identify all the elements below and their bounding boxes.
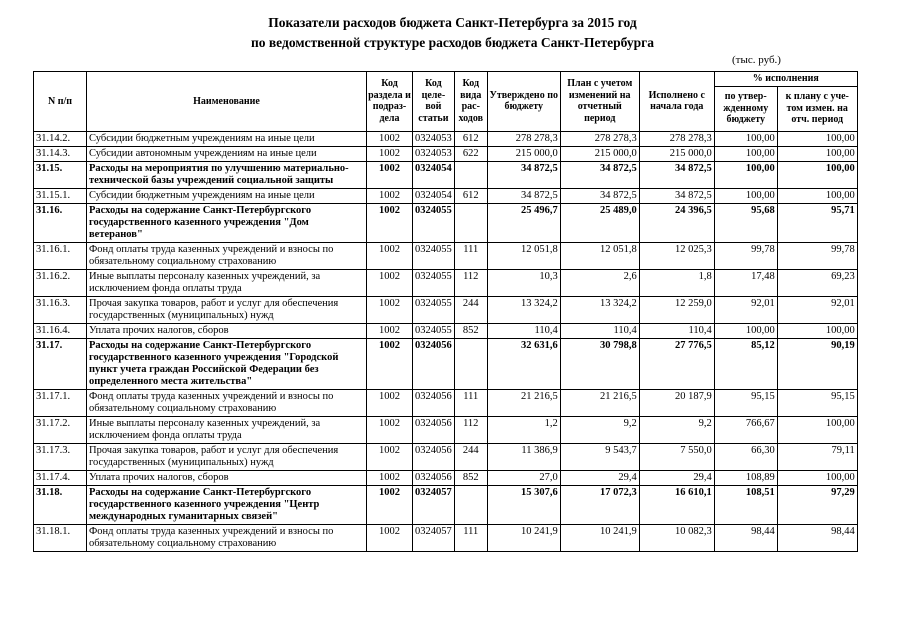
table-row xyxy=(34,269,858,296)
kind-code xyxy=(454,338,487,389)
approved-amount: 25 496,7 xyxy=(487,203,560,242)
kind-code xyxy=(454,203,487,242)
plan-amount: 17 072,3 xyxy=(560,485,639,524)
kind-code: 852 xyxy=(454,470,487,485)
executed-amount: 110,4 xyxy=(639,323,714,338)
row-name: Иные выплаты персоналу казенных учреждений, за исключением фонда оплаты труда xyxy=(87,269,367,296)
header-num: N п/п xyxy=(34,72,87,132)
header-section-code: Код раздела и подраз-дела xyxy=(367,72,413,132)
approved-amount: 110,4 xyxy=(487,323,560,338)
target-code: 0324055 xyxy=(413,203,455,242)
approved-amount: 32 631,6 xyxy=(487,338,560,389)
pct-plan: 100,00 xyxy=(777,416,857,443)
pct-approved: 100,00 xyxy=(714,146,777,161)
section-code: 1002 xyxy=(367,485,413,524)
executed-amount: 12 025,3 xyxy=(639,242,714,269)
table-row xyxy=(34,416,858,443)
document-subtitle: по ведомственной структуре расходов бюджета Санкт-Петербурга xyxy=(250,35,655,50)
row-number: 31.18. xyxy=(34,485,87,524)
plan-amount: 21 216,5 xyxy=(560,389,639,416)
kind-code: 111 xyxy=(454,389,487,416)
pct-plan: 100,00 xyxy=(777,188,857,203)
section-code: 1002 xyxy=(367,269,413,296)
pct-plan: 95,15 xyxy=(777,389,857,416)
row-name: Прочая закупка товаров, работ и услуг для обеспечения государственных (муниципальных) нужд xyxy=(87,296,367,323)
approved-amount: 13 324,2 xyxy=(487,296,560,323)
target-code: 0324056 xyxy=(413,338,455,389)
kind-code: 244 xyxy=(454,443,487,470)
target-code: 0324057 xyxy=(413,485,455,524)
row-number: 31.14.3. xyxy=(34,146,87,161)
row-number: 31.17.2. xyxy=(34,416,87,443)
row-name: Прочая закупка товаров, работ и услуг для обеспечения государственных (муниципальных) нужд xyxy=(87,443,367,470)
pct-plan: 100,00 xyxy=(777,323,857,338)
target-code: 0324056 xyxy=(413,443,455,470)
pct-plan: 90,19 xyxy=(777,338,857,389)
approved-amount: 12 051,8 xyxy=(487,242,560,269)
pct-approved: 108,51 xyxy=(714,485,777,524)
approved-amount: 21 216,5 xyxy=(487,389,560,416)
kind-code: 112 xyxy=(454,269,487,296)
kind-code: 244 xyxy=(454,296,487,323)
kind-code xyxy=(454,161,487,188)
header-name: Наименование xyxy=(87,72,367,132)
header-pct-plan: к плану с уче-том измен. на отч. период xyxy=(777,86,857,131)
section-code: 1002 xyxy=(367,161,413,188)
row-name: Субсидии автономным учреждениям на иные цели xyxy=(87,146,367,161)
pct-approved: 17,48 xyxy=(714,269,777,296)
pct-plan: 100,00 xyxy=(777,470,857,485)
executed-amount: 16 610,1 xyxy=(639,485,714,524)
approved-amount: 27,0 xyxy=(487,470,560,485)
pct-approved: 100,00 xyxy=(714,323,777,338)
table-row xyxy=(34,203,858,242)
row-number: 31.17.4. xyxy=(34,470,87,485)
table-row xyxy=(34,131,858,146)
executed-amount: 20 187,9 xyxy=(639,389,714,416)
pct-plan: 100,00 xyxy=(777,146,857,161)
pct-approved: 100,00 xyxy=(714,131,777,146)
pct-approved: 99,78 xyxy=(714,242,777,269)
row-number: 31.15. xyxy=(34,161,87,188)
row-name: Субсидии бюджетным учреждениям на иные цели xyxy=(87,188,367,203)
target-code: 0324057 xyxy=(413,524,455,551)
kind-code: 612 xyxy=(454,131,487,146)
plan-amount: 34 872,5 xyxy=(560,161,639,188)
kind-code: 112 xyxy=(454,416,487,443)
section-code: 1002 xyxy=(367,203,413,242)
plan-amount: 2,6 xyxy=(560,269,639,296)
target-code: 0324054 xyxy=(413,161,455,188)
pct-approved: 92,01 xyxy=(714,296,777,323)
row-name: Расходы на содержание Санкт-Петербургского государственного казенного учреждения "Центр международных гуманитарных связей" xyxy=(87,485,367,524)
units-label: (тыс. руб.) xyxy=(732,54,781,66)
plan-amount: 30 798,8 xyxy=(560,338,639,389)
table-row xyxy=(34,443,858,470)
pct-plan: 100,00 xyxy=(777,131,857,146)
approved-amount: 278 278,3 xyxy=(487,131,560,146)
row-number: 31.14.2. xyxy=(34,131,87,146)
row-number: 31.18.1. xyxy=(34,524,87,551)
row-number: 31.16. xyxy=(34,203,87,242)
row-name: Фонд оплаты труда казенных учреждений и взносы по обязательному социальному страхованию xyxy=(87,524,367,551)
section-code: 1002 xyxy=(367,470,413,485)
pct-approved: 100,00 xyxy=(714,161,777,188)
approved-amount: 10 241,9 xyxy=(487,524,560,551)
header-kind-code: Код вида рас-ходов xyxy=(454,72,487,132)
row-name: Расходы на содержание Санкт-Петербургского государственного казенного учреждения "Городской пункт учета граждан Российской Федерации без определенного места жительства" xyxy=(87,338,367,389)
table-row xyxy=(34,188,858,203)
target-code: 0324056 xyxy=(413,416,455,443)
pct-plan: 92,01 xyxy=(777,296,857,323)
plan-amount: 110,4 xyxy=(560,323,639,338)
plan-amount: 34 872,5 xyxy=(560,188,639,203)
row-name: Расходы на мероприятия по улучшению материально-технической базы учреждений социальной защиты xyxy=(87,161,367,188)
plan-amount: 13 324,2 xyxy=(560,296,639,323)
row-number: 31.17. xyxy=(34,338,87,389)
pct-approved: 66,30 xyxy=(714,443,777,470)
target-code: 0324055 xyxy=(413,269,455,296)
pct-plan: 98,44 xyxy=(777,524,857,551)
section-code: 1002 xyxy=(367,242,413,269)
pct-plan: 95,71 xyxy=(777,203,857,242)
target-code: 0324055 xyxy=(413,323,455,338)
row-number: 31.15.1. xyxy=(34,188,87,203)
executed-amount: 1,8 xyxy=(639,269,714,296)
target-code: 0324053 xyxy=(413,131,455,146)
row-name: Иные выплаты персоналу казенных учреждений, за исключением фонда оплаты труда xyxy=(87,416,367,443)
plan-amount: 12 051,8 xyxy=(560,242,639,269)
pct-approved: 98,44 xyxy=(714,524,777,551)
table-row xyxy=(34,470,858,485)
executed-amount: 9,2 xyxy=(639,416,714,443)
section-code: 1002 xyxy=(367,338,413,389)
executed-amount: 7 550,0 xyxy=(639,443,714,470)
executed-amount: 278 278,3 xyxy=(639,131,714,146)
plan-amount: 9,2 xyxy=(560,416,639,443)
row-name: Уплата прочих налогов, сборов xyxy=(87,470,367,485)
pct-approved: 95,68 xyxy=(714,203,777,242)
pct-plan: 99,78 xyxy=(777,242,857,269)
section-code: 1002 xyxy=(367,146,413,161)
table-row xyxy=(34,338,858,389)
header-plan: План с учетом изменений на отчетный период xyxy=(560,72,639,132)
row-number: 31.17.1. xyxy=(34,389,87,416)
approved-amount: 11 386,9 xyxy=(487,443,560,470)
row-number: 31.16.1. xyxy=(34,242,87,269)
table-row xyxy=(34,323,858,338)
section-code: 1002 xyxy=(367,131,413,146)
section-code: 1002 xyxy=(367,524,413,551)
table-row xyxy=(34,242,858,269)
kind-code: 111 xyxy=(454,242,487,269)
pct-approved: 766,67 xyxy=(714,416,777,443)
table-row xyxy=(34,161,858,188)
pct-plan: 100,00 xyxy=(777,161,857,188)
header-pct-approved: по утвер-жденному бюджету xyxy=(714,86,777,131)
header-executed: Исполнено с начала года xyxy=(639,72,714,132)
header-percent-group: % исполнения xyxy=(714,72,857,87)
section-code: 1002 xyxy=(367,416,413,443)
approved-amount: 10,3 xyxy=(487,269,560,296)
row-number: 31.17.3. xyxy=(34,443,87,470)
pct-plan: 97,29 xyxy=(777,485,857,524)
row-name: Субсидии бюджетным учреждениям на иные цели xyxy=(87,131,367,146)
plan-amount: 29,4 xyxy=(560,470,639,485)
section-code: 1002 xyxy=(367,443,413,470)
budget-table xyxy=(33,71,858,552)
approved-amount: 34 872,5 xyxy=(487,161,560,188)
row-number: 31.16.3. xyxy=(34,296,87,323)
pct-approved: 85,12 xyxy=(714,338,777,389)
row-number: 31.16.4. xyxy=(34,323,87,338)
table-row xyxy=(34,485,858,524)
table-body xyxy=(34,131,858,551)
section-code: 1002 xyxy=(367,389,413,416)
header-approved: Утверждено по бюджету xyxy=(487,72,560,132)
plan-amount: 9 543,7 xyxy=(560,443,639,470)
plan-amount: 278 278,3 xyxy=(560,131,639,146)
plan-amount: 10 241,9 xyxy=(560,524,639,551)
executed-amount: 215 000,0 xyxy=(639,146,714,161)
plan-amount: 25 489,0 xyxy=(560,203,639,242)
row-name: Фонд оплаты труда казенных учреждений и взносы по обязательному социальному страхованию xyxy=(87,389,367,416)
document-title: Показатели расходов бюджета Санкт-Петербурга за 2015 год xyxy=(268,15,637,30)
approved-amount: 15 307,6 xyxy=(487,485,560,524)
table-row xyxy=(34,296,858,323)
table-row xyxy=(34,146,858,161)
section-code: 1002 xyxy=(367,188,413,203)
plan-amount: 215 000,0 xyxy=(560,146,639,161)
kind-code xyxy=(454,485,487,524)
table-row xyxy=(34,389,858,416)
pct-approved: 100,00 xyxy=(714,188,777,203)
pct-approved: 95,15 xyxy=(714,389,777,416)
row-name: Уплата прочих налогов, сборов xyxy=(87,323,367,338)
row-name: Фонд оплаты труда казенных учреждений и взносы по обязательному социальному страхованию xyxy=(87,242,367,269)
approved-amount: 34 872,5 xyxy=(487,188,560,203)
approved-amount: 1,2 xyxy=(487,416,560,443)
pct-plan: 79,11 xyxy=(777,443,857,470)
target-code: 0324056 xyxy=(413,470,455,485)
target-code: 0324056 xyxy=(413,389,455,416)
section-code: 1002 xyxy=(367,323,413,338)
executed-amount: 34 872,5 xyxy=(639,188,714,203)
table-row xyxy=(34,524,858,551)
header-target-code: Код целе-вой статьи xyxy=(413,72,455,132)
kind-code: 111 xyxy=(454,524,487,551)
kind-code: 612 xyxy=(454,188,487,203)
target-code: 0324054 xyxy=(413,188,455,203)
executed-amount: 12 259,0 xyxy=(639,296,714,323)
target-code: 0324055 xyxy=(413,242,455,269)
kind-code: 852 xyxy=(454,323,487,338)
executed-amount: 10 082,3 xyxy=(639,524,714,551)
executed-amount: 34 872,5 xyxy=(639,161,714,188)
pct-approved: 108,89 xyxy=(714,470,777,485)
row-name: Расходы на содержание Санкт-Петербургского государственного казенного учреждения "Дом ветеранов" xyxy=(87,203,367,242)
executed-amount: 24 396,5 xyxy=(639,203,714,242)
row-number: 31.16.2. xyxy=(34,269,87,296)
executed-amount: 29,4 xyxy=(639,470,714,485)
target-code: 0324053 xyxy=(413,146,455,161)
executed-amount: 27 776,5 xyxy=(639,338,714,389)
target-code: 0324055 xyxy=(413,296,455,323)
kind-code: 622 xyxy=(454,146,487,161)
section-code: 1002 xyxy=(367,296,413,323)
pct-plan: 69,23 xyxy=(777,269,857,296)
approved-amount: 215 000,0 xyxy=(487,146,560,161)
